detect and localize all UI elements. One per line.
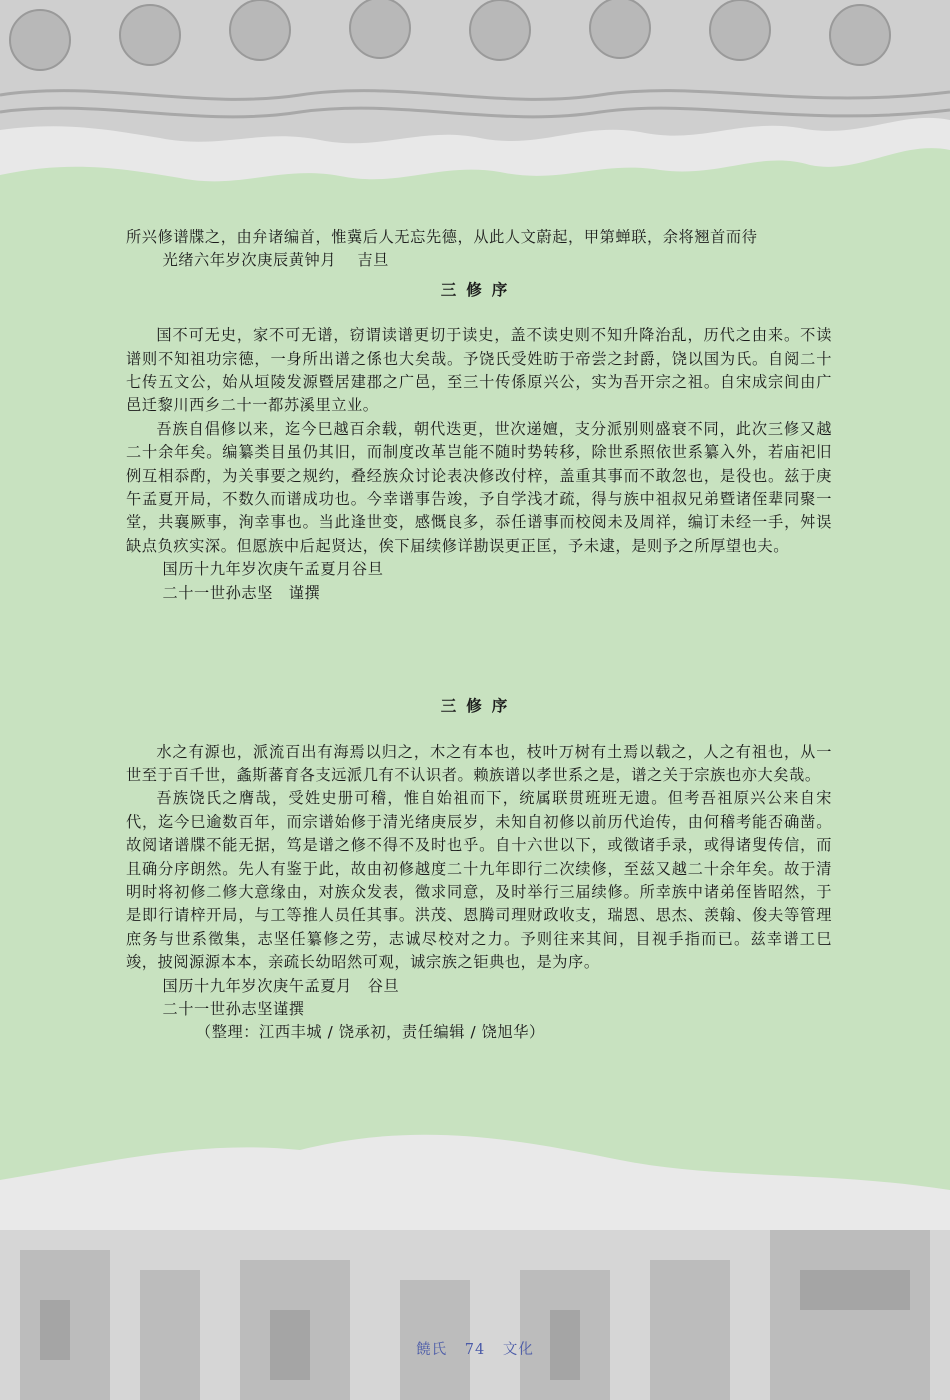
footer-left: 饒氏 bbox=[416, 1342, 448, 1358]
section1-title: 三修序 bbox=[440, 280, 518, 299]
section1-paragraph-2: 吾族自倡修以来，迄今巳越百余载，朝代迭更，世次递嬗，支分派别则盛衰不同，此次三修又越二十余年矣。编纂类目虽仍其旧，而制度改革岂能不随时势转移，除世系照依世系纂入外，若庙祀旧例互相忝酌，为关事要之规约，叠经族众讨论表决修改付梓，盖重其事而不敢忽也，是役也。兹于庚午孟夏开局，不数久而谱成功也。今幸谱事告竣，予自学浅才疏，得与族中祖叔兄弟暨诸侄辈同聚一堂，共襄厥事，洵幸事也。当此逢世变，感慨良多，忝任谱事而校阅未及周祥，编订未经一手，舛误缺点负疚实深。但愿族中后起贤达，俟下届续修详勘误更正匡，予未逮，是则予之所厚望也夫。 bbox=[126, 419, 832, 555]
editor-note: （整理：江西丰城 / 饶承初，责任编辑 / 饶旭华） bbox=[195, 1023, 545, 1042]
intro-date: 光绪六年岁次庚辰黄钟月 吉旦 bbox=[162, 251, 389, 270]
section1-paragraph-1: 国不可无史，家不可无谱，窃谓读谱更切于读史，盖不读史则不知升降治乱，历代之由来。不读谱则不知祖功宗德，一身所出谱之係也大矣哉。予饶氏受姓昉于帝尝之封爵，饶以国为氏。自阅二十七传五文公，始从垣陵发源暨居建郡之广邑，至三十传係原兴公，实为吾开宗之祖。自宋成宗间由广邑迁黎川西乡二十一都苏溪里立业。 bbox=[126, 326, 832, 415]
page-footer bbox=[0, 1338, 950, 1359]
section1-signature-author: 二十一世孙志坚 谨撰 bbox=[162, 583, 321, 602]
section2-paragraph-1: 水之有源也，派流百出有海焉以归之，木之有本也，枝叶万树有土焉以载之，人之有祖也，从一世至于百千世，螽斯蕃育各支远派几有不认识者。赖族谱以孝世系之是，谱之关于宗族也亦大矣哉。 bbox=[126, 742, 832, 784]
footer-right: 文化 bbox=[502, 1342, 534, 1358]
section2-signature-date: 国历十九年岁次庚午孟夏月 谷旦 bbox=[162, 976, 400, 995]
section2-title: 三修序 bbox=[440, 697, 518, 716]
section2-paragraph-2: 吾族饶氏之膺哉，受姓史册可稽，惟自始祖而下，统属联贯班班无遗。但考吾祖原兴公来自宋代，迄今巳逾数百年，而宗谱始修于清光绪庚辰岁，未知自初修以前历代迨传，由何稽考能否确凿。故阅诸谱牒不能无据，笃是谱之修不得不及时也乎。自十六世以下，或徵诸手录，或得诸叟传信，而且确分序朗然。先人有鉴于此，故由初修越度二十九年即行二次续修，至兹又越二十余年矣。故于清明时将初修二修大意缘由，对族众发表，徵求同意，及时举行三届续修。所幸族中诸弟侄皆昭然，于是即行请梓开局，与工等推人员任其事。洪茂、恩腾司理财政收支，瑞恩、思杰、羡翰、俊夫等管理庶务与世系徵集，志坚任纂修之劳，志诚尽校对之力。予则往来其间，目视手指而已。兹幸谱工巳竣，披阅源源本本，亲疏长幼昭然可观，诚宗族之钜典也，是为序。 bbox=[126, 789, 832, 972]
intro-line: 所兴修谱牒之，由弁诸编首，惟冀后人无忘先德，从此人文蔚起，甲第蝉联，余将翘首而待 bbox=[126, 228, 758, 246]
section2-signature-author: 二十一世孙志坚谨撰 bbox=[162, 999, 305, 1018]
roof-tile-decoration bbox=[0, 0, 950, 200]
section1-signature-date: 国历十九年岁次庚午孟夏月谷旦 bbox=[162, 560, 384, 579]
page-number: 74 bbox=[464, 1342, 486, 1358]
document-body bbox=[126, 226, 832, 1045]
